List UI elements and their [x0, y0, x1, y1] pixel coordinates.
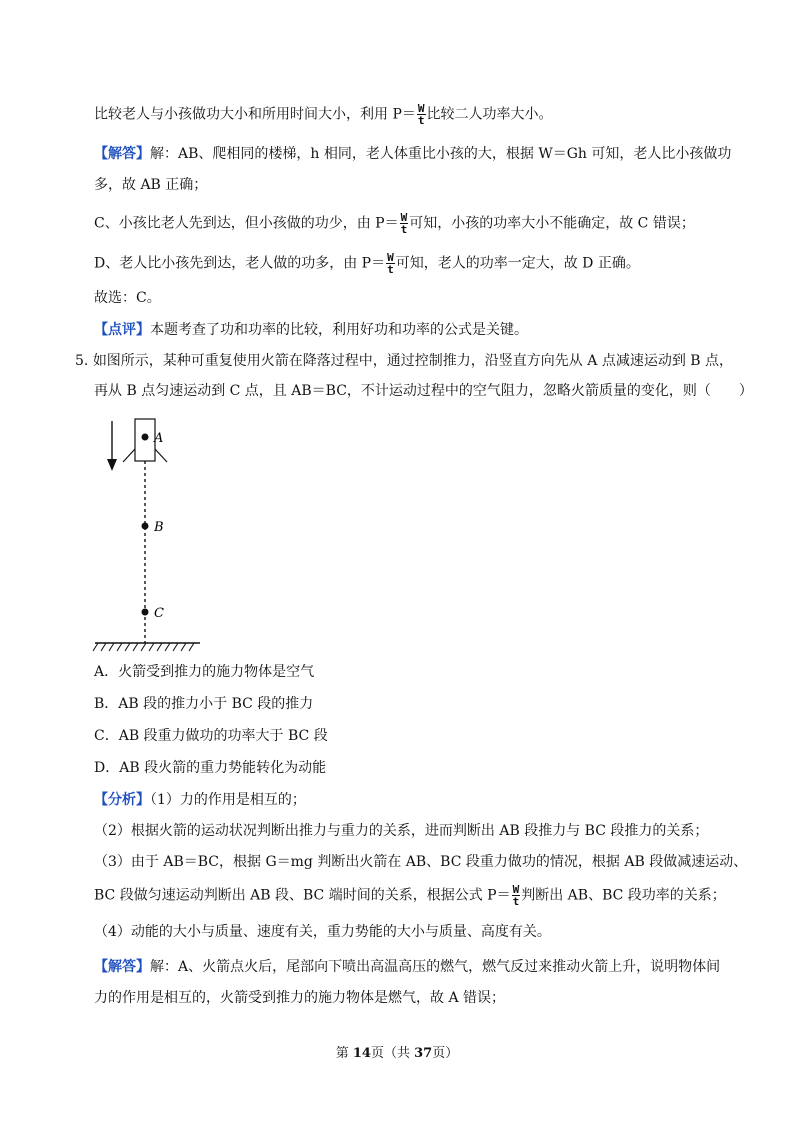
page-number: 14: [352, 1046, 371, 1061]
motion-arrow-head: [107, 459, 117, 471]
line-4: C、小孩比老人先到达，但小孩做的功少，由 P＝ $\frac{W}{t}$ 可知，小孩的功率大小不能确定，故 C 错误；: [94, 211, 695, 236]
point-a-dot: [142, 434, 149, 441]
rocket-figure: [90, 415, 290, 655]
label-c: C: [154, 606, 164, 621]
page-footer: 第 14页（共 37页）: [335, 1046, 459, 1061]
analysis-line-1: 【分析】（1）力的作用是相互的；: [94, 792, 306, 808]
point-c-dot: [142, 609, 149, 616]
line-2: 【解答】解：AB、爬相同的楼梯，h 相同，老人体重比小孩的大，根据 W＝Gh 可知，老人比小孩做功: [94, 146, 732, 162]
analysis-line-4: BC 段做匀速运动判断出 AB 段、BC 端时间的关系，根据公式 P＝ $\frac{W}{t}$ 判断出 AB、BC 段功率的关系；: [94, 883, 726, 908]
point-b-dot: [142, 523, 149, 530]
power-fraction: $\frac{W}{t}$: [387, 251, 394, 276]
analysis-line-5: （4）动能的大小与质量、速度有关，重力势能的大小与质量、高度有关。: [94, 924, 551, 940]
comment-tag: 【点评】: [94, 322, 150, 338]
rocket-right-fin: [155, 449, 167, 462]
question-5-line-1: 5. 如图所示，某种可重复使用火箭在降落过程中，通过控制推力，沿竖直方向先从 A 点减速运动到 B 点，: [75, 353, 734, 369]
analysis-line-2: （2）根据火箭的运动状况判断出推力与重力的关系，进而判断出 AB 段推力与 BC 段推力的关系；: [94, 823, 709, 839]
solution2-line-2: 力的作用是相互的，火箭受到推力的施力物体是燃气，故 A 错误；: [94, 990, 506, 1006]
line-5: D、老人比小孩先到达，老人做的功多，由 P＝ $\frac{W}{t}$ 可知，老人的功率一定大，故 D 正确。: [94, 251, 640, 276]
ground-hatching: [93, 643, 194, 651]
analysis-line-3: （3）由于 AB＝BC，根据 G＝mg 判断出火箭在 AB、BC 段重力做功的情况，根据 AB 段做减速运动、: [94, 854, 748, 870]
line-1: 比较老人与小孩做功大小和所用时间大小，利用 P＝ $\frac{W}{t}$ 比较二人功率大小。: [94, 102, 553, 127]
line-6: 故选：C。: [94, 290, 161, 306]
option-c: C．AB 段重力做功的功率大于 BC 段: [94, 728, 328, 744]
question-number: 5.: [75, 353, 89, 369]
option-b: B．AB 段的推力小于 BC 段的推力: [94, 696, 314, 712]
power-fraction: $\frac{W}{t}$: [400, 211, 408, 236]
option-d: D．AB 段火箭的重力势能转化为动能: [94, 760, 327, 776]
solution2-line-1: 【解答】解：A、火箭点火后，尾部向下喷出高温高压的燃气，燃气反过来推动火箭上升，说明物体间: [94, 959, 721, 975]
rocket-left-fin: [123, 449, 135, 462]
page-total: 37: [414, 1046, 433, 1061]
line-3: 多，故 AB 正确；: [94, 177, 208, 193]
analysis-tag: 【分析】: [94, 792, 150, 808]
label-b: B: [154, 520, 164, 535]
line-7: 【点评】本题考查了功和功率的比较，利用好功和功率的公式是关键。: [94, 322, 528, 338]
power-fraction: $\frac{W}{t}$: [512, 883, 520, 908]
solution-tag: 【解答】: [94, 146, 150, 162]
power-fraction: $\frac{W}{t}$: [417, 102, 425, 127]
solution-tag: 【解答】: [94, 959, 150, 975]
question-5-line-2: 再从 B 点匀速运动到 C 点，且 AB＝BC，不计运动过程中的空气阻力，忽略火箭质量的变化，则（ ）: [94, 383, 753, 399]
option-a: A．火箭受到推力的施力物体是空气: [94, 664, 315, 680]
label-a: A: [154, 431, 164, 446]
